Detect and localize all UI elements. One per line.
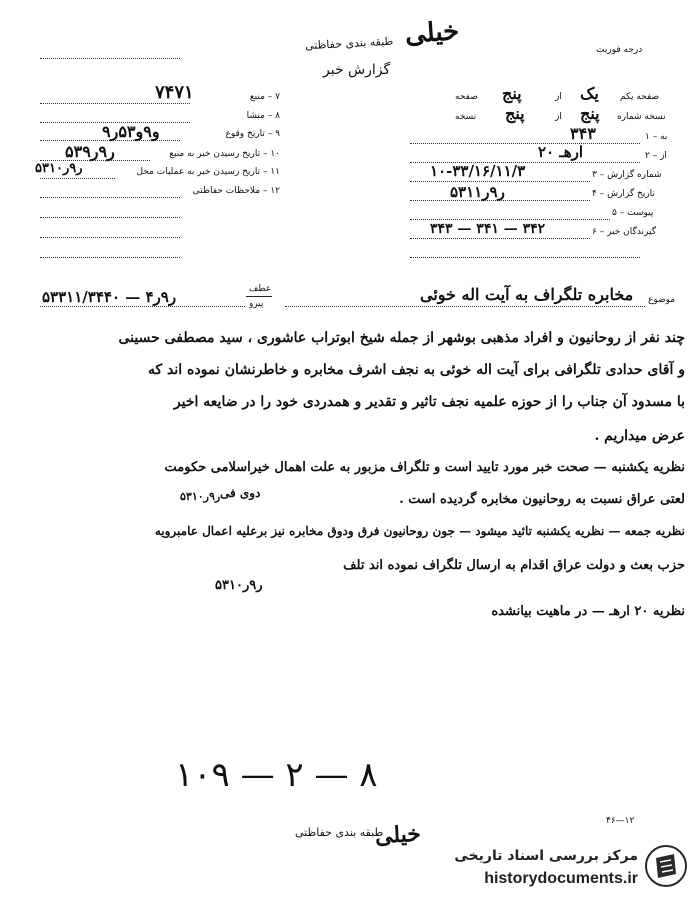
field-occurrence-date-value: ۹و۹و۵۳ر	[102, 122, 160, 141]
classification-stamp: طبقه بندی حفاظتی	[304, 34, 394, 53]
copy-label: نسخه شماره	[617, 112, 666, 122]
field-security-notes-line-4	[40, 257, 180, 258]
field-from-value: ۲۰ ارهـ	[538, 143, 584, 161]
field-report-number-value: ۱۰-۳۳/۱۶/۱۱/۳	[430, 162, 526, 180]
field-occurrence-date-label: ۹ – تاریخ وقوع	[225, 129, 280, 139]
field-received-operations-line	[40, 178, 115, 179]
bottom-classification-handwritten: خیلی	[374, 820, 422, 850]
field-security-notes-label: ۱۲ – ملاحظات حفاظتی	[192, 186, 280, 196]
body-line: و آقای حدادی تلگرافی برای آیت اله خوئی به نجف اشرف مخابره و خاطرنشان نموده اند که	[147, 362, 685, 378]
right-extra-line	[410, 257, 640, 258]
field-source-line	[40, 103, 190, 104]
watermark-site-name: مرکز بررسی اسناد تاریخی	[454, 848, 638, 864]
classification-handwritten: خیلی	[404, 16, 461, 50]
field-recipients-value: ۳۴۳ — ۳۴۱ — ۳۴۲	[430, 221, 546, 237]
reference-divider	[246, 296, 272, 297]
field-recipients-line	[410, 238, 590, 239]
copy-value: پنج	[580, 104, 600, 123]
copy-of-value: پنج	[505, 104, 525, 123]
comment-line: حزب بعث و دولت عراق اقدام به ارسال تلگراف نموده اند تلف	[343, 558, 685, 573]
field-to-line	[410, 143, 640, 144]
field-security-notes-line	[40, 197, 180, 198]
comment-line: نظریه یکشنبه — صحت خبر مورد تایید است و تلگراف مزبور به علت اهمال خیراسلامی حکومت	[164, 460, 685, 475]
page-value-mark: یک	[580, 84, 599, 103]
field-security-notes-line-3	[40, 237, 180, 238]
subject-line	[285, 306, 645, 307]
field-attachment-label: ۵ – پیوست	[612, 208, 654, 218]
copy-of-label: از	[555, 112, 562, 122]
copy-unit: نسخه	[455, 112, 477, 122]
field-recipients-label: ۶ – گیرندگان خبر	[592, 227, 657, 237]
archive-logo-icon	[644, 844, 688, 888]
page-unit: صفحه	[455, 92, 478, 102]
field-origin-label: ۸ – منشا	[246, 111, 280, 121]
field-to-label: ۱ – به	[645, 132, 668, 142]
watermark-url: historydocuments.ir	[484, 870, 638, 887]
margin-date-note: ۵۳ر۹ر۱۰	[215, 578, 263, 593]
field-attachment-line	[410, 219, 610, 220]
field-report-number-line	[410, 181, 590, 182]
reference-label-bottom: پیرو	[249, 299, 264, 309]
page-label: صفحه یکم	[620, 92, 660, 102]
body-line: با مسدود آن جناب را از حوزه علمیه نجف تاثیر و تقدیر و همدردی خود را در ضایعه اخیر	[173, 394, 685, 410]
subject-value: مخابره تلگراف به آیت اله خوئی	[420, 285, 634, 304]
signature-initials: دوی فی	[220, 486, 261, 500]
field-received-operations-label: ۱۱ – تاریخ رسیدن خبر به عملیات محل	[136, 167, 280, 177]
field-security-notes-line-2	[40, 217, 180, 218]
reference-line	[40, 306, 245, 307]
field-report-date-value: ۵۳ر۹ر۱۱	[450, 183, 505, 201]
page-of-label: از	[555, 92, 562, 102]
comment-line: نظریه جمعه — نظریه یکشنبه تائید میشود — جون روحانیون فرق ودوق مخابره نیز برعلیه اعمال عامبرویه	[154, 524, 685, 538]
body-line: عرض میداریم .	[594, 428, 685, 444]
priority-line	[40, 58, 180, 59]
field-received-source-value: ۵۳ر۹ر۹	[65, 142, 115, 161]
reference-value: ۵۳ر۹ر۴ — ۳۱۱/۳۴۴۰	[42, 288, 177, 306]
field-from-label: ۲ – از	[645, 151, 667, 161]
field-source-label: ۷ – منبع	[249, 92, 280, 102]
field-to-value: ۳۴۳	[570, 124, 596, 143]
margin-date-note: ۵۳ر۹ر۱۰	[180, 490, 221, 503]
document-type-title: گزارش خبر	[323, 62, 391, 78]
reference-label-top: عطف	[249, 284, 272, 294]
field-source-value: ۷۴۷۱	[155, 82, 194, 103]
body-line: چند نفر از روحانیون و افراد مذهبی بوشهر از جمله شیخ ابوتراب عاشوری ، سید مصطفی حسینی	[118, 330, 685, 346]
field-received-source-label: ۱۰ – تاریخ رسیدن خبر به منبع	[169, 149, 280, 159]
watermark	[410, 826, 700, 906]
page-of-value: پنج	[502, 84, 522, 103]
field-received-operations-value: ۵۳ر۹ر۱۰	[35, 161, 83, 176]
form-code: ۴۶—۱۲	[606, 816, 635, 826]
archive-number: ۱۰۹ — ۲ — ۸	[175, 755, 378, 795]
subject-label: موضوع	[648, 295, 676, 305]
comment-line: نظریه ۲۰ ارهـ — در ماهیت بیانشده	[491, 604, 685, 619]
field-report-number-label: ۳ – شماره گزارش	[592, 170, 662, 180]
bottom-classification-stamp: طبقه بندی حفاظتی	[295, 826, 384, 839]
comment-line: لعتی عراق نسبت به روحانیون مخابره گردیده است .	[399, 492, 685, 507]
field-report-date-label: ۴ – تاریخ گزارش	[592, 189, 655, 199]
priority-label: درجه فوریت	[596, 45, 643, 55]
